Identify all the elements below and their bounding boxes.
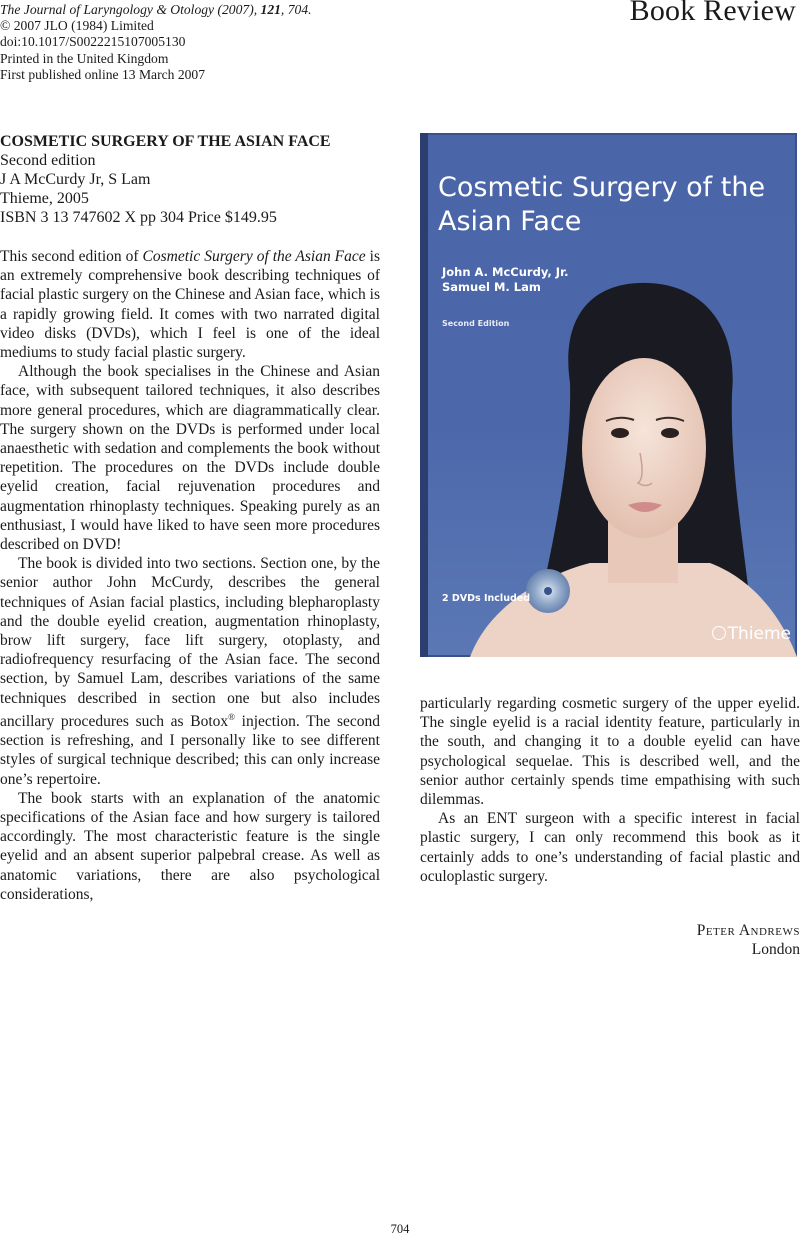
thieme-logo-icon bbox=[712, 626, 726, 640]
paragraph-4-continued: particularly regarding cosmetic surgery of the upper eyelid. The single eyelid is a racial identity feature, particularly in the south, and changing it to a double eyelid can have psychological sequelae. This is described well, and the senior author certainly spends time empathising with such dilemmas. bbox=[420, 695, 800, 809]
copyright-line: © 2007 JLO (1984) Limited bbox=[0, 18, 154, 34]
journal-citation: The Journal of Laryngology & Otology (2007), 121, 704. bbox=[0, 2, 312, 17]
paragraph-1: This second edition of Cosmetic Surgery of the Asian Face is an extremely comprehensive book describing techniques of facial plastic surgery on the Chinese and Asian face, which is a rapidly growing field. It comes with two narrated digital video disks (DVDs), which I feel is one of the ideal mediums to study facial plastic surgery. bbox=[0, 248, 381, 362]
review-isbn: ISBN 3 13 747602 X pp 304 Price $149.95 bbox=[0, 209, 277, 226]
right-column bbox=[420, 694, 800, 959]
journal-header bbox=[0, 2, 312, 83]
cover-publisher: Thieme bbox=[712, 624, 791, 644]
doi-line: doi:10.1017/S0022215107005130 bbox=[0, 34, 186, 50]
review-title: COSMETIC SURGERY OF THE ASIAN FACE bbox=[0, 133, 331, 150]
paragraph-5: As an ENT surgeon with a specific interest in facial plastic surgery, I can only recommend this book as it certainly adds to one’s understanding of facial plastic and oculoplastic surgery. bbox=[420, 810, 800, 885]
book-cover-image bbox=[420, 133, 797, 657]
reviewer-location: London bbox=[751, 941, 800, 959]
page-number: 704 bbox=[390, 1222, 410, 1236]
review-body-continued bbox=[420, 694, 800, 886]
cover-edition: Second Edition bbox=[442, 319, 510, 328]
paragraph-4: The book starts with an explanation of the anatomic specifications of the Asian face and how surgery is tailored accordingly. The most characteristic feature is the single eyelid and an absent superior palpebral crease. As well as anatomic variations, there are also psychological considerations, bbox=[0, 789, 380, 903]
paragraph-2: Although the book specialises in the Chinese and Asian face, with subsequent tailored techniques, it also describes more general procedures, which are diagrammatically clear. The surgery shown on the DVDs is performed under local anaesthetic with sedation and complements the book without repetition. The procedures on the DVDs include double eyelid creation, facial rejuvenation procedures and augmentation rhinoplasty techniques. Speaking purely as an enthusiast, I would have liked to have seen more procedures described on DVD! bbox=[0, 363, 380, 554]
section-label: Book Review bbox=[629, 0, 796, 27]
published-line: First published online 13 March 2007 bbox=[0, 66, 206, 82]
printed-line: Printed in the United Kingdom bbox=[0, 50, 169, 66]
cover-title: Cosmetic Surgery of the Asian Face bbox=[438, 172, 766, 237]
review-meta bbox=[0, 151, 380, 227]
left-column bbox=[0, 132, 380, 904]
review-edition: Second edition bbox=[0, 152, 96, 169]
reviewer-signature bbox=[420, 921, 800, 959]
cover-authors: John A. McCurdy, Jr. Samuel M. Lam bbox=[442, 265, 569, 294]
paragraph-3: The book is divided into two sections. Section one, by the senior author John McCurdy, describes the general techniques of Asian facial plastics, including blepharoplasty and the double eyelid creation, augmentation rhinoplasty, brow lift surgery, face lift surgery, otoplasty, and radiofrequency resurfacing of the Asian face. The second section, by Samuel Lam, describes variations of the same techniques described in section one but also includes ancillary procedures such as Botox® injection. The second section is refreshing, and I personally like to see different styles of surgical technique described; this can only increase one’s repertoire. bbox=[0, 555, 381, 788]
reviewer-name: Peter Andrews bbox=[696, 922, 800, 940]
review-publisher: Thieme, 2005 bbox=[0, 190, 89, 207]
review-authors: J A McCurdy Jr, S Lam bbox=[0, 171, 151, 188]
review-body bbox=[0, 247, 380, 904]
cover-dvd-label: 2 DVDs Included bbox=[442, 593, 530, 604]
